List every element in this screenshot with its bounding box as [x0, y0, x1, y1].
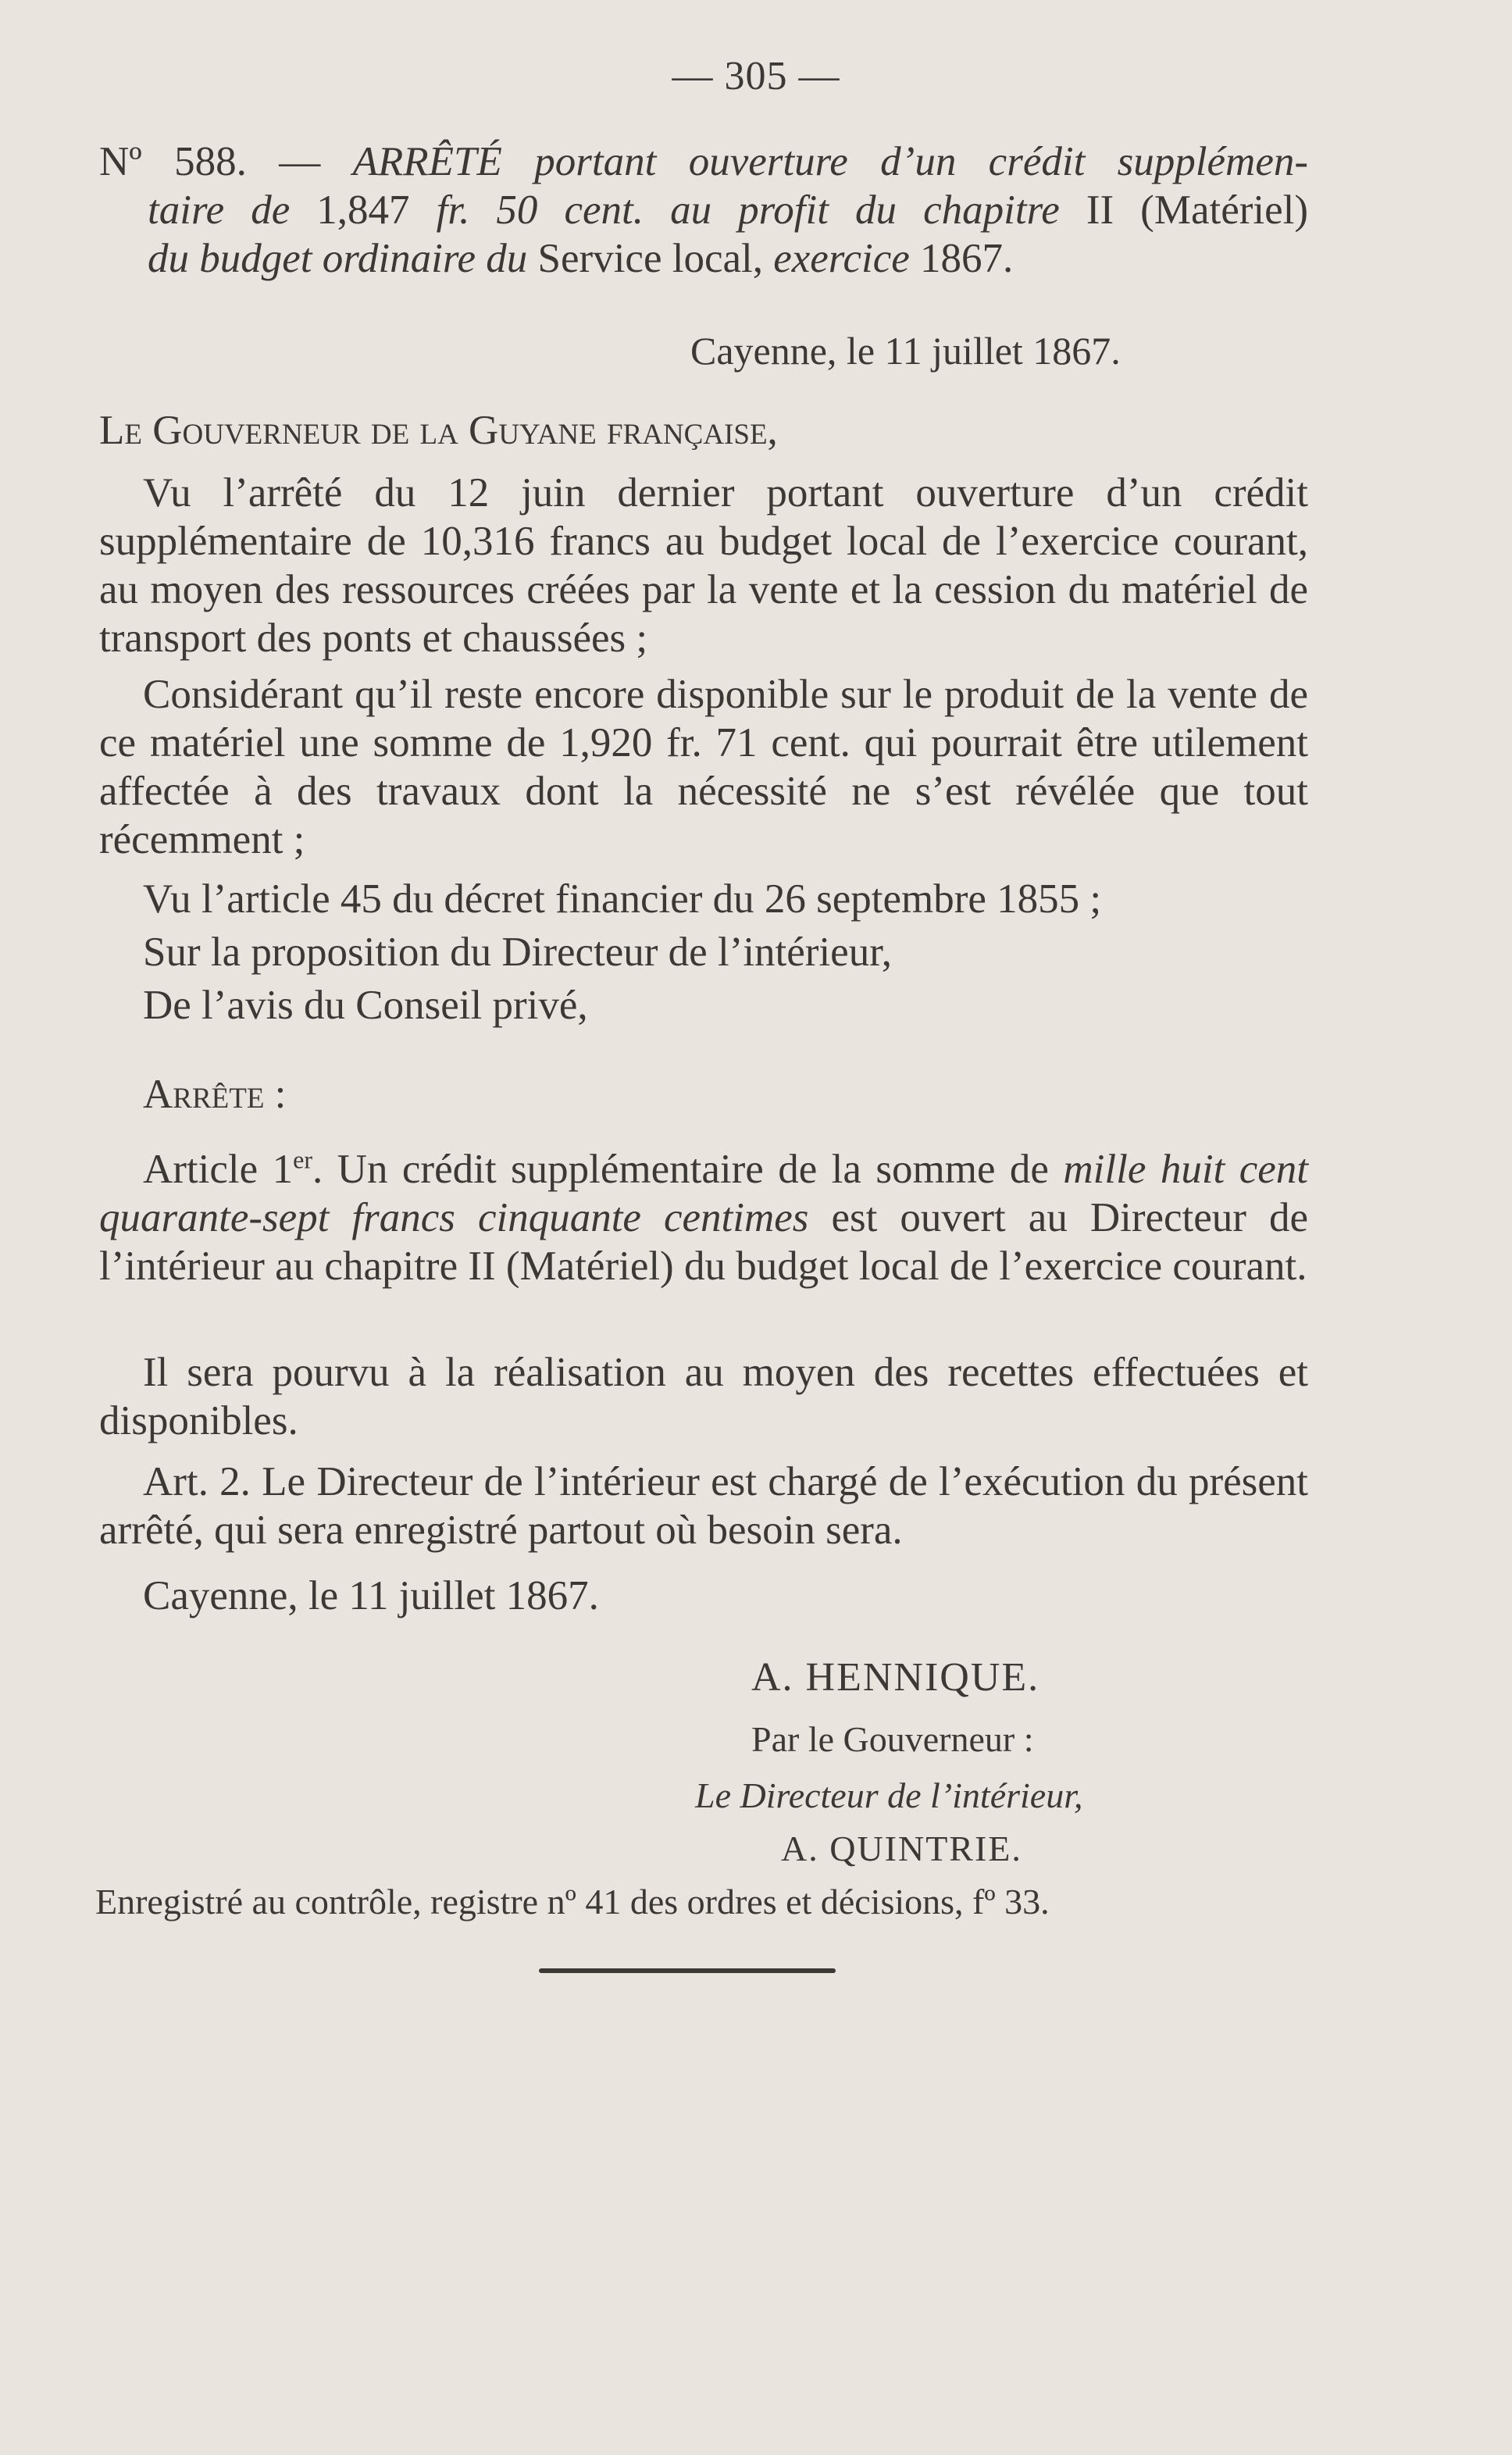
paragraph-avis: De l’avis du Conseil privé, — [143, 983, 588, 1028]
governor-line — [99, 406, 1308, 455]
paragraph-vu-article: Vu l’article 45 du décret financier du 26 septembre 1855 ; — [143, 876, 1102, 922]
registration-note: Enregistré au contrôle, registre nº 41 des ordres et décisions, fº 33. — [95, 1882, 1050, 1922]
decree-title-4: du budget ordinaire du — [148, 236, 528, 281]
heading-line-1 — [99, 137, 1308, 186]
signature-hennique: A. HENNIQUE. — [751, 1655, 1040, 1700]
article-1-sup: er — [293, 1145, 312, 1174]
governor-text: Le Gouverneur de la Guyane française, — [99, 408, 778, 453]
article-1-text-a: . Un crédit supplémentaire de la somme de — [312, 1147, 1064, 1192]
article-2: Art. 2. Le Directeur de l’intérieur est chargé de l’exécution du présent arrêté, qui sera enregistré partout où besoin sera. — [99, 1459, 1308, 1553]
date-line: Cayenne, le 11 juillet 1867. — [690, 329, 1121, 373]
paragraph-proposition: Sur la proposition du Directeur de l’intérieur, — [143, 930, 892, 975]
heading-dash: — — [246, 139, 353, 184]
decree-title-3: fr. 50 cent. au profit du chapitre — [436, 187, 1060, 233]
heading-line-2 — [99, 186, 1308, 234]
decree-number: Nº 588. — [99, 139, 247, 184]
heading-line-3 — [99, 234, 1308, 283]
signature-quintrie: A. QUINTRIE. — [781, 1829, 1022, 1868]
arrete-text: Arrête : — [143, 1072, 287, 1117]
arrete-heading — [99, 1070, 1308, 1119]
article-1-label: Article 1 — [143, 1147, 294, 1192]
decree-year: 1867. — [909, 236, 1014, 281]
signature-role-text: Le Directeur de l’intérieur, — [695, 1775, 1083, 1815]
decree-title-1: ARRÊTÉ portant ouverture d’un crédit supplémen- — [352, 139, 1308, 184]
decree-heading — [99, 137, 1308, 283]
paragraph-considerant: Considérant qu’il reste encore disponible sur le produit de la vente de ce matériel une somme de 1,920 fr. 71 cent. qui pourrait être utilement affectée à des travaux dont la nécessité ne s’est révélée que tout récemment ; — [99, 672, 1308, 862]
closing-date: Cayenne, le 11 juillet 1867. — [143, 1573, 599, 1618]
decree-amount: 1,847 — [290, 187, 437, 233]
article-1 — [99, 1145, 1308, 1290]
decree-chapter: II (Matériel) — [1059, 187, 1308, 233]
article-1-amount-words: mille huit cent quarante-sept francs cinquante centimes — [99, 1147, 1309, 1240]
paragraph-vu-arrete: Vu l’arrêté du 12 juin dernier portant ouverture d’un crédit supplémentaire de 10,316 francs au budget local de l’exercice courant, au moyen des ressources créées par la vente et la cession du matériel de transport des ponts et chaussées ; — [99, 470, 1308, 661]
signature-by-governor: Par le Gouverneur : — [751, 1719, 1034, 1759]
decree-title-2: taire de — [148, 187, 291, 233]
page-number: — 305 — — [672, 54, 840, 98]
decree-service: Service local, — [527, 236, 774, 281]
paragraph-pourvu: Il sera pourvu à la réalisation au moyen des recettes effectuées et disponibles. — [99, 1350, 1308, 1443]
signature-role — [695, 1775, 1083, 1816]
decree-title-5: exercice — [773, 236, 910, 281]
closing-rule — [539, 1968, 836, 1973]
article-1-text-b: est ouvert au Directeur de l’intérieur au chapitre II (Matériel) du budget local de l’exercice courant. — [99, 1195, 1308, 1289]
